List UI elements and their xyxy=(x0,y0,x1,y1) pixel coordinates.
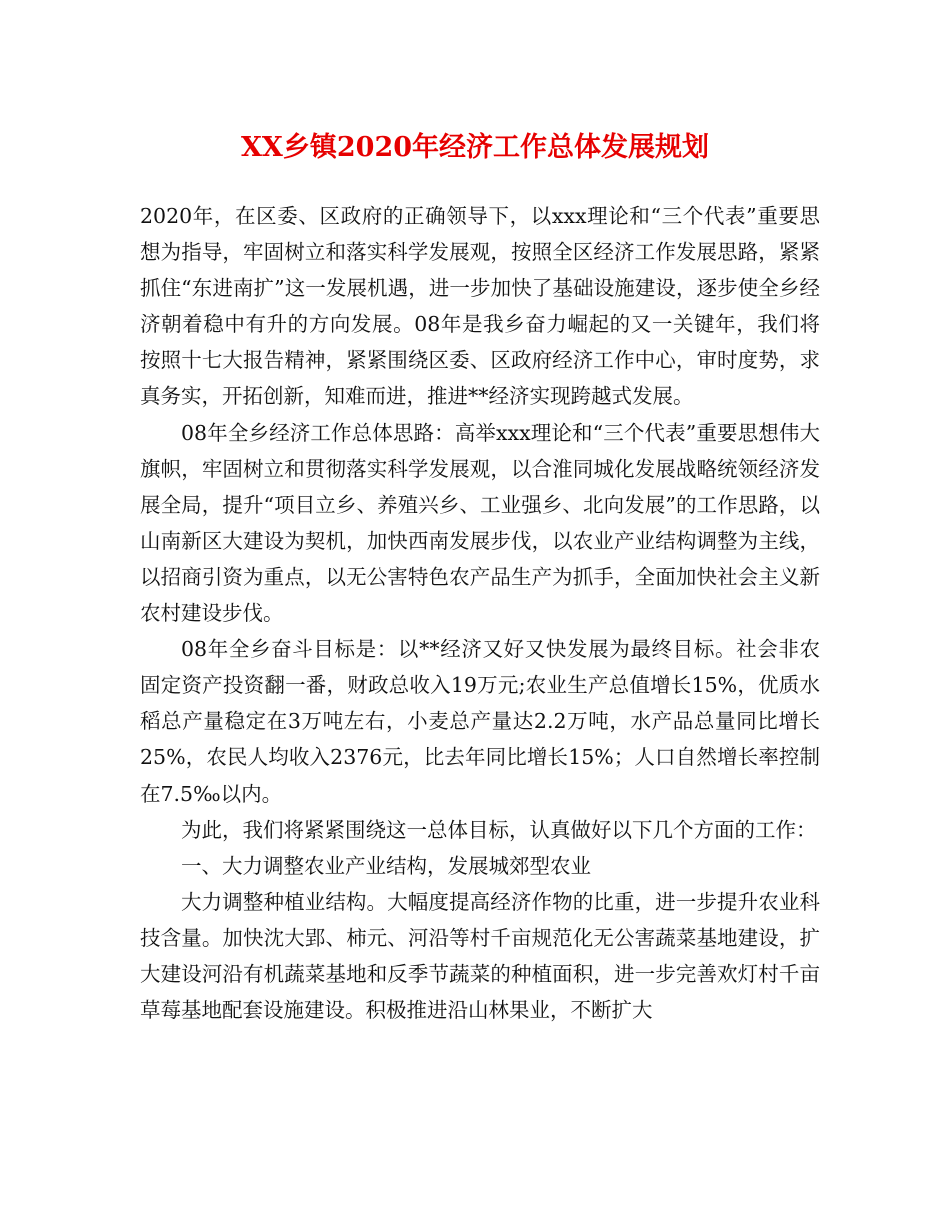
document-title: XX乡镇2020年经济工作总体发展规划 xyxy=(240,132,710,163)
paragraph-intro: 2020年，在区委、区政府的正确领导下，以xxx理论和“三个代表”重要思想为指导，牢固树立和落实科学发展观，按照全区经济工作发展思路，紧紧抓住“东进南扩”这一发展机遇，进一步加快了基础设施建设，逐步使全乡经济朝着稳中有升的方向发展。08年是我乡奋力崛起的又一关键年，我们将按照十七大报告精神，紧紧围绕区委、区政府经济工作中心，审时度势，求真务实，开拓创新，知难而进，推进**经济实现跨越式发展。 xyxy=(140,204,820,409)
paragraph-planting-structure: 大力调整种植业结构。大幅度提高经济作物的比重，进一步提升农业科技含量。加快沈大郢、柿元、河沿等村千亩规范化无公害蔬菜基地建设，扩大建设河沿有机蔬菜基地和反季节蔬菜的种植面积，进一步完善欢灯村千亩草莓基地配套设施建设。积极推进沿山林果业，不断扩大 xyxy=(140,889,820,1023)
section-heading-1: 一、大力调整农业产业结构，发展城郊型农业 xyxy=(181,853,591,878)
paragraph-goals: 08年全乡奋斗目标是：以**经济又好又快发展为最终目标。社会非农固定资产投资翻一番，财政总收入19万元;农业生产总值增长15%，优质水稻总产量稳定在3万吨左右，小麦总产量达2.2万吨，水产品总量同比增长25%，农民人均收入2376元，比去年同比增长15%；人口自然增长率控制在7.5‰以内。 xyxy=(140,637,820,806)
paragraph-overall-approach: 08年全乡经济工作总体思路：高举xxx理论和“三个代表”重要思想伟大旗帜，牢固树立和贯彻落实科学发展观，以合淮同城化发展战略统领经济发展全局，提升“项目立乡、养殖兴乡、工业强乡、北向发展”的工作思路，以山南新区大建设为契机，加快西南发展步伐，以农业产业结构调整为主线，以招商引资为重点，以无公害特色农产品生产为抓手，全面加快社会主义新农村建设步伐。 xyxy=(140,420,820,626)
document-body xyxy=(140,198,820,1028)
paragraph-work-intro: 为此，我们将紧紧围绕这一总体目标，认真做好以下几个方面的工作： xyxy=(181,817,817,842)
